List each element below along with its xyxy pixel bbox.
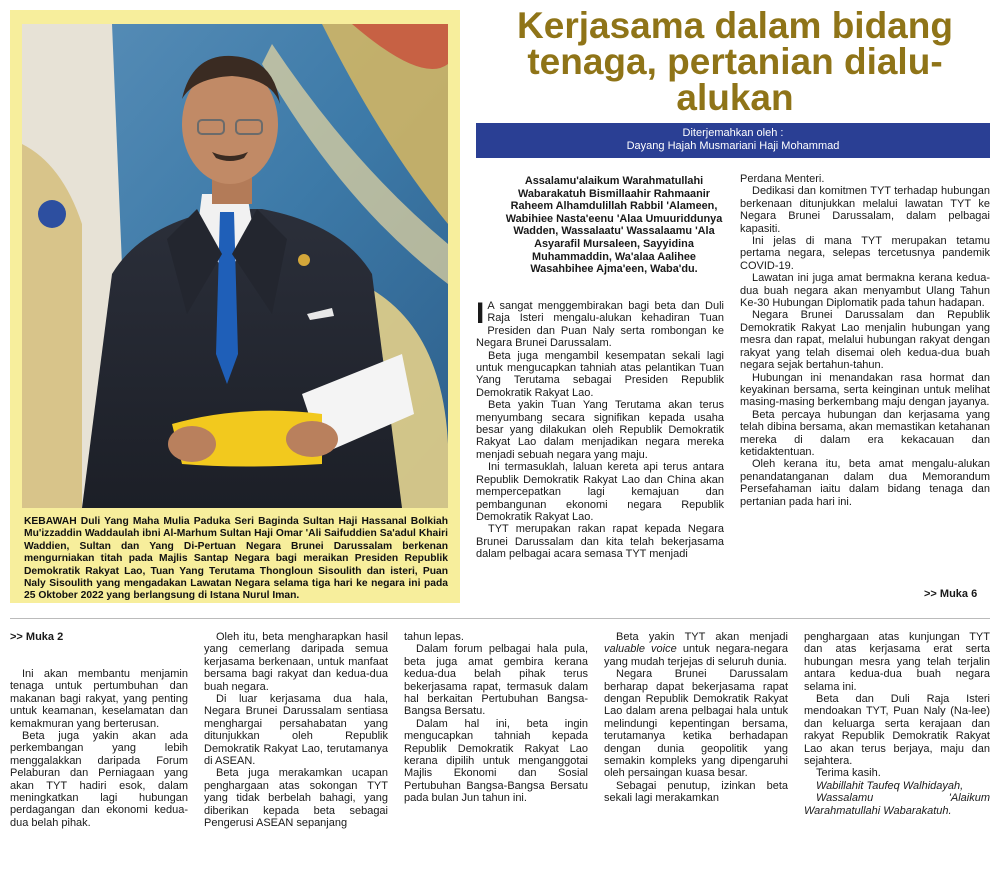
paragraph: Oleh itu, beta mengharapkan hasil yang cemerlang daripada semua kerjasama berkenaan, untuk manfaat bersama bagi rakyat dan kedua-dua buah negara. [204, 631, 388, 693]
continued-link-muka-6[interactable]: >> Muka 6 [924, 588, 978, 600]
photo-box [10, 10, 460, 603]
translator-label: Diterjemahkan oleh : [682, 127, 784, 139]
paragraph: Beta dan Duli Raja Isteri mendoakan TYT, Puan Naly (Na-lee) dan keluarga serta kerajaan dan rakyat Republik Demokratik Rakyat Lao akan terus berjaya, maju dan sejahtera. [804, 693, 990, 768]
paragraph: TYT merupakan rakan rapat kepada Negara Brunei Darussalam dan kita telah bekerjasama dalam pelbagai acara semasa TYT menjadi [476, 523, 724, 561]
sultan-photo [22, 24, 448, 508]
paragraph: Ini jelas di mana TYT merupakan tetamu pertama negara, selepas tercetusnya pandemik COVID-19. [740, 235, 990, 272]
closing-text: Wabillahit Taufeq Walhidayah, [816, 779, 964, 792]
paragraph: Lawatan ini juga amat bermakna kerana kedua-dua buah negara akan menyambut Ulang Tahun Ke-30 Hubungan Diplomatik pada tahun hadapan. [740, 272, 990, 310]
paragraph: Beta yakin Tuan Yang Terutama akan terus menyumbang secara signifikan kepada usaha besar yang dilakukan oleh Republik Demokratik Rakyat Lao dalam menjadikan negara mereka menjadi sebuah negara yang maju. [476, 399, 724, 461]
paragraph: Beta juga mengambil kesempatan sekali lagi untuk mengucapkan tahniah atas pelantikan Tuan Yang Terutama sebagai Presiden Republik Demokratik Rakyat Lao. [476, 349, 724, 399]
italic-phrase: valuable voice [604, 643, 677, 656]
paragraph: Beta juga merakamkan ucapan penghargaan atas sokongan TYT yang tidak berbelah bahagi, yang diberikan kepada beta sebagai Pengerusi ASEAN sepanjang [204, 767, 388, 830]
closing-line [804, 780, 990, 792]
article-column-1 [476, 297, 724, 561]
photo-caption: KEBAWAH Duli Yang Maha Mulia Paduka Seri Baginda Sultan Haji Hassanal Bolkiah Mu'izzaddin Waddaulah ibni Al-Marhum Sultan Haji Omar 'Ali Saifuddien Sa'adul Khairi Waddien, Sultan dan Yang Di-Pertuan Negara Brunei Darussalam berkenan mengurniakan titah pada Majlis Santap Negara bagi meraikan Presiden Republik Demokratik Rakyat Lao, Tuan Yang Terutama Thongloun Sisoulith dan isteri, Puan Naly Sisoulith yang mengadakan Lawatan Negara selama tiga hari ke negara ini pada 25 Oktober 2022 yang berlangsung di Istana Nurul Iman. [24, 516, 448, 602]
paragraph: Terima kasih. [816, 767, 881, 780]
text-run: Beta yakin TYT akan menjadi [616, 631, 788, 643]
section-divider [10, 618, 990, 619]
article-column-2 [740, 173, 990, 508]
bottom-column-2 [204, 631, 388, 830]
bottom-column-1 [10, 668, 188, 829]
bottom-column-5 [804, 631, 990, 817]
photo-illustration [22, 24, 448, 508]
paragraph [604, 631, 788, 668]
text-run: untuk negara-negara yang mudah terjejas di seluruh dunia. [604, 643, 789, 668]
closing-line [804, 792, 990, 817]
paragraph [476, 297, 724, 350]
paragraph: Negara Brunei Darussalam berharap dapat bekerjasama rapat dengan Republik Demokratik Rakyat Lao dalam arena pelbagai hala untuk melindungi kepentingan bersama, terutamanya ketika berhadapan dengan dunia geopolitik yang semakin kompleks yang dipengaruhi oleh persaingan kuasa besar. [604, 668, 788, 780]
paragraph: tahun lepas. [404, 631, 464, 643]
paragraph: Di luar kerjasama dua hala, Negara Brunei Darussalam sentiasa menghargai persahabatan yang ditunjukkan oleh Republik Demokratik Rakyat Lao, terutamanya di ASEAN. [204, 693, 388, 768]
paragraph: Beta juga yakin akan ada perkembangan yang lebih menggalakkan daripada Forum Pelaburan dan Perniagaan yang akan TYT hadiri esok, dalam meningkatkan lagi hubungan perdagangan dan ekonomi kedua-dua belah pihak. [10, 730, 188, 829]
paragraph: Ini termasuklah, laluan kereta api terus antara Republik Demokratik Rakyat Lao dan China akan mempercepatkan lagi kemajuan dan pembangunan ekonomi negara Republik Demokratik Rakyat Lao. [476, 461, 724, 523]
paragraph: penghargaan atas kunjungan TYT dan atas kerjasama erat serta hubungan mesra yang telah terjalin antara kedua-dua buah negara selama ini. [804, 631, 990, 693]
paragraph: Hubungan ini menandakan rasa hormat dan keyakinan bersama, serta keinginan untuk melihat masing-masing berkembang maju dengan jayanya. [740, 371, 990, 409]
bottom-column-4 [604, 631, 788, 805]
paragraph: Perdana Menteri. [740, 173, 825, 185]
paragraph: Sebagai penutup, izinkan beta sekali lagi merakamkan [604, 779, 788, 805]
bottom-column-3 [404, 631, 588, 805]
closing-text: Wassalamu 'Alaikum Warahmatullahi Wabarakatuh. [804, 792, 990, 817]
paragraph: Dedikasi dan komitmen TYT terhadap hubungan berkenaan ditunjukkan melalui lawatan TYT ke Negara Brunei Darussalam, dalam pelbagai kapasiti. [740, 185, 990, 235]
drop-cap: I [476, 297, 485, 330]
translator-name: Dayang Hajah Musmariani Haji Mohammad [626, 140, 840, 152]
continued-from-muka-2[interactable]: >> Muka 2 [10, 631, 64, 643]
paragraph: Oleh kerana itu, beta amat mengalu-alukan penandatanganan dalam dua Memorandum Persefahaman iaitu dalam bidang tenaga dan pertanian pada hari ini. [740, 458, 990, 508]
paragraph: Dalam hal ini, beta ingin mengucapkan tahniah kepada Republik Demokratik Rakyat Lao kerana dipilih untuk menganggotai Majlis Ekonomi dan Sosial Pertubuhan Bangsa-Bangsa Bersatu pada bulan Jun tahun ini. [404, 717, 588, 805]
paragraph-text: A sangat menggembirakan bagi beta dan Duli Raja Isteri mengalu-alukan kehadiran Tuan Presiden dan Puan Naly serta rombongan ke Negara Brunei Darussalam. [476, 300, 724, 350]
article-headline: Kerjasama dalam bidang tenaga, pertanian dialu-alukan [517, 5, 953, 118]
paragraph: Beta percaya hubungan dan kerjasama yang telah dibina bersama, akan memastikan ketahanan mereka di dalam era kekacauan dan ketidaktentuan. [740, 408, 990, 458]
translator-bar [476, 123, 990, 158]
paragraph: Negara Brunei Darussalam dan Republik Demokratik Rakyat Lao menjalin hubungan yang mesra dan rapat, melalui hubungan rakyat dengan rakyat yang telah disemai oleh kedua-dua buah negara sejak bertahun-tahun. [740, 309, 990, 372]
paragraph: Ini akan membantu menjamin tenaga untuk pertumbuhan dan makanan bagi rakyat, yang penting untuk keamanan, keselamatan dan kemakmuran yang berterusan. [10, 668, 188, 730]
greeting-block: Assalamu'alaikum Warahmatullahi Wabarakatuh Bismillaahir Rahmaanir Raheem Alhamdulillah Rabbil 'Alameen, Wabihiee Nasta'eenu 'Alaa Umuuriddunya Wadden, Wassalaatu' Wassalaamu 'Ala Asyarafil Mursaleen, Sayyidina Muhammaddin, Wa'alaa Aalihee Wasahbihee Ajma'een, Waba'du. [505, 175, 723, 276]
paragraph: Dalam forum pelbagai hala pula, beta juga amat gembira kerana kedua-dua belah pihak terus bekerjasama rapat, termasuk dalam hal berkaitan Pertubuhan Bangsa-Bangsa Bersatu. [404, 643, 588, 718]
